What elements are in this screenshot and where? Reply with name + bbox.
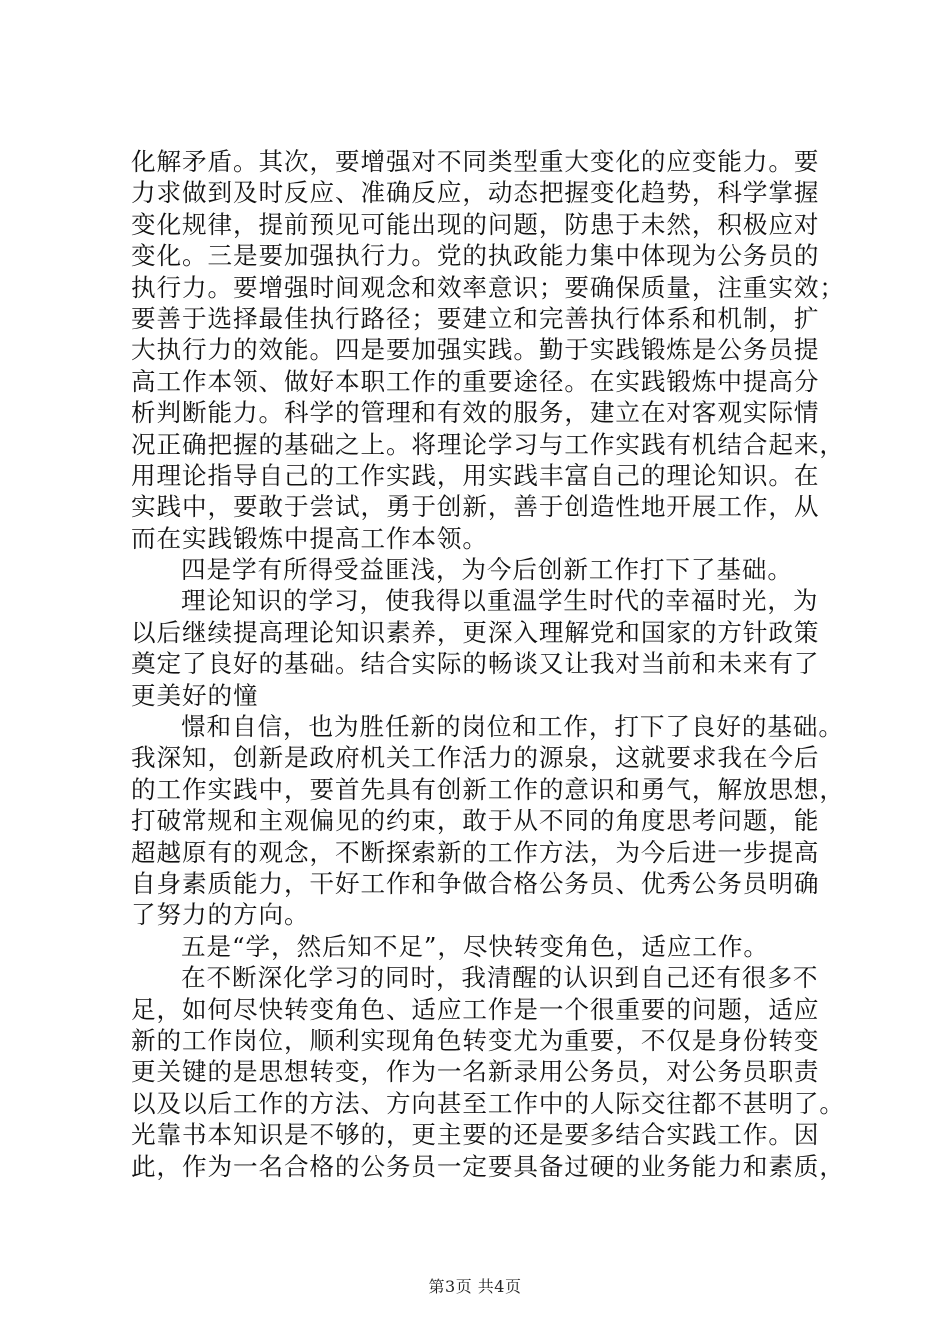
text-line: 自身素质能力，干好工作和争做合格公务员、优秀公务员明确 [131,868,820,898]
page-footer: 第3页 共4页 [428,1277,522,1296]
text-line: 光靠书本知识是不够的，更主要的还是要多结合实践工作。因 [131,1120,820,1150]
text-line: 更美好的憧 [131,680,259,710]
text-line: 新的工作岗位，顺利实现角色转变尤为重要，不仅是身份转变 [131,1025,820,1055]
text-line: 高工作本领、做好本职工作的重要途径。在实践锻炼中提高分 [131,366,820,396]
text-line: 理论知识的学习，使我得以重温学生时代的幸福时光，为 [181,586,819,616]
text-line: 了努力的方向。 [131,900,310,930]
text-line: 在不断深化学习的同时，我清醒的认识到自己还有很多不 [181,963,819,993]
text-line: 用理论指导自己的工作实践，用实践丰富自己的理论知识。在 [131,460,820,490]
text-line: 以及以后工作的方法、方向甚至工作中的人际交往都不甚明了。 [131,1088,845,1118]
text-line: 五是“学，然后知不足”，尽快转变角色，适应工作。 [181,931,769,961]
text-line: 打破常规和主观偏见的约束，敢于从不同的角度思考问题，能 [131,806,820,836]
text-line: 足，如何尽快转变角色、适应工作是一个很重要的问题，适应 [131,994,820,1024]
text-line: 此，作为一名合格的公务员一定要具备过硬的业务能力和素质， [131,1151,845,1181]
text-line: 的工作实践中，要首先具有创新工作的意识和勇气，解放思想， [131,774,845,804]
text-line: 变化。三是要加强执行力。党的执政能力集中体现为公务员的 [131,241,820,271]
text-line: 而在实践锻炼中提高工作本领。 [131,523,488,553]
text-line: 力求做到及时反应、准确反应，动态把握变化趋势，科学掌握 [131,178,820,208]
text-line: 大执行力的效能。四是要加强实践。勤于实践锻炼是公务员提 [131,335,820,365]
text-line: 超越原有的观念，不断探索新的工作方法，为今后进一步提高 [131,837,820,867]
text-line: 我深知，创新是政府机关工作活力的源泉，这就要求我在今后 [131,743,820,773]
text-line: 执行力。要增强时间观念和效率意识；要确保质量，注重实效； [131,272,845,302]
text-line: 变化规律，提前预见可能出现的问题，防患于未然，积极应对 [131,209,820,239]
text-line: 四是学有所得受益匪浅，为今后创新工作打下了基础。 [181,555,793,585]
text-line: 化解矛盾。其次，要增强对不同类型重大变化的应变能力。要 [131,147,820,176]
text-line: 况正确把握的基础之上。将理论学习与工作实践有机结合起来， [131,429,845,459]
text-line: 更关键的是思想转变，作为一名新录用公务员，对公务员职责 [131,1057,820,1087]
text-line: 奠定了良好的基础。结合实际的畅谈又让我对当前和未来有了 [131,649,820,679]
text-line: 析判断能力。科学的管理和有效的服务，建立在对客观实际情 [131,398,820,428]
text-line: 要善于选择最佳执行路径；要建立和完善执行体系和机制，扩 [131,303,820,333]
document-body [131,146,845,1182]
text-line: 以后继续提高理论知识素养，更深入理解党和国家的方针政策 [131,617,820,647]
text-line: 实践中，要敢于尝试，勇于创新，善于创造性地开展工作，从 [131,492,820,522]
text-line: 憬和自信，也为胜任新的岗位和工作，打下了良好的基础。 [181,712,844,742]
